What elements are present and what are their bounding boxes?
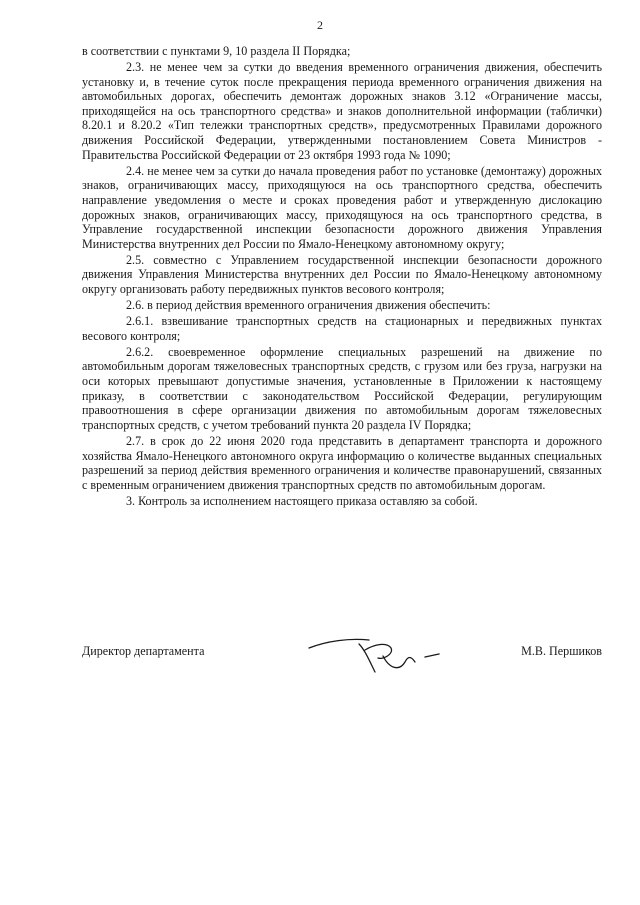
signatory-name: М.В. Першиков bbox=[521, 644, 602, 658]
paragraph-2-6: 2.6. в период действия временного ограничения движения обеспечить: bbox=[126, 298, 491, 313]
paragraph-2-4: 2.4. не менее чем за сутки до начала проведения работ по установке (демонтажу) дорожных знаков, ограничивающих массу, приходящуюся на ось транспортного средства, обеспечить направление уведомления о месте и сроках проведения работ и утвержденную дислокацию дорожных знаков, ограничивающих массу, приходящуюся на ось транспортного средства, в Управление государственной инспекции безопасности дорожного движения Управления Министерства внутренних дел России по Ямало-Ненецкому автономному округу; bbox=[82, 163, 602, 251]
signature-block bbox=[82, 640, 602, 680]
paragraph-2-3: 2.3. не менее чем за сутки до введения временного ограничения движения, обеспечить установку и, в течение суток после прекращения периода временного ограничения движения на автомобильных дорогах, обеспечить демонтаж дорожных знаков 3.12 «Ограничение массы, приходящейся на ось транспортного средства» и знаков дополнительной информации (таблички) 8.20.1 и 8.20.2 «Тип тележки транспортных средств», предусмотренных Правилами дорожного движения Российской Федерации, утвержденными постановлением Совета Министров - Правительства Российской Федерации от 23 октября 1993 года № 1090; bbox=[82, 60, 602, 162]
paragraph-2-6-1: 2.6.1. взвешивание транспортных средств на стационарных и передвижных пунктах весового контроля; bbox=[82, 314, 602, 343]
paragraph-3: 3. Контроль за исполнением настоящего приказа оставляю за собой. bbox=[126, 493, 478, 508]
page-number: 2 bbox=[317, 18, 323, 32]
paragraph-continuation: в соответствии с пунктами 9, 10 раздела II Порядка; bbox=[82, 44, 351, 58]
signatory-title: Директор департамента bbox=[82, 644, 205, 658]
document-body bbox=[82, 44, 602, 510]
handwritten-signature bbox=[307, 632, 457, 676]
paragraph-2-6-2: 2.6.2. своевременное оформление специальных разрешений на движение по автомобильным дорогам тяжеловесных транспортных средств, с грузом или без груза, нагрузки на оси которых превышают допустимые значения, установленные в Приложении к настоящему приказу, в соответствии с законодательством Российской Федерации, регулирующим правоотношения в сфере организации движения по автомобильным дорогам тяжеловесных транспортных средств, с учетом требований пункта 20 раздела IV Порядка; bbox=[82, 344, 602, 432]
paragraph-2-7: 2.7. в срок до 22 июня 2020 года представить в департамент транспорта и дорожного хозяйства Ямало-Ненецкого автономного округа информацию о количестве выданных специальных разрешений за период действия временного ограничения и количестве правонарушений, связанных с временным ограничением движения транспортных средств по автомобильным дорогам. bbox=[82, 433, 602, 492]
paragraph-2-5: 2.5. совместно с Управлением государственной инспекции безопасности дорожного движения Управления Министерства внутренних дел России по Ямало-Ненецкому автономному округу организовать работу передвижных пунктов весового контроля; bbox=[82, 252, 602, 296]
